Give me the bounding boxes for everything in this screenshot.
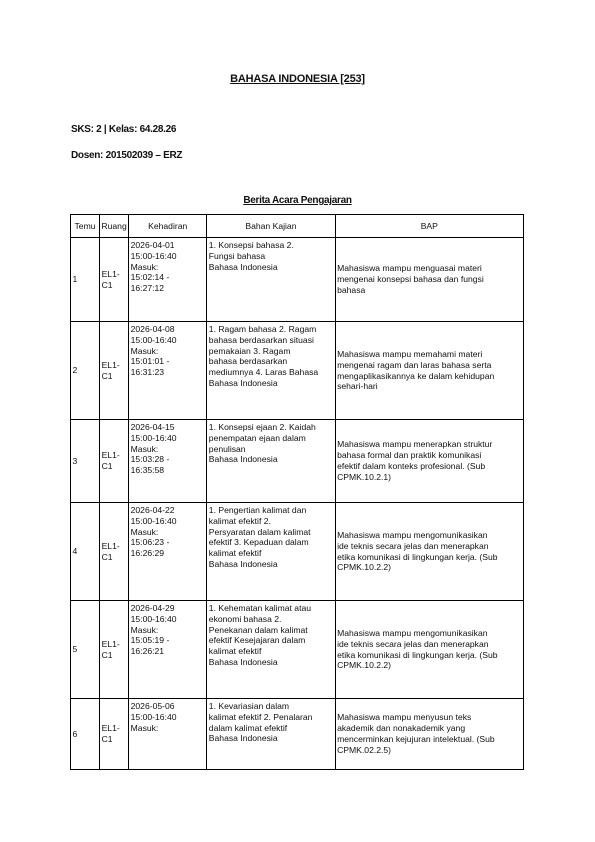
cell-bap [335,322,523,420]
header-bahan-kajian: Bahan Kajian [207,215,335,238]
kehadiran-line: 15:00-16:40 [130,515,177,526]
kehadiran-line: 15:00-16:40 [130,250,177,261]
bap-line: ide teknis secara jelas dan menerapkan [337,540,489,551]
bap-line: Mahasiswa mampu menyusun teks [337,712,472,723]
bahan-kajian-line: mediumnya 4. Laras Bahasa [208,367,319,378]
kehadiran-line: 15:00-16:40 [130,334,177,345]
kehadiran-line: 2026-05-06 [130,701,175,711]
cell-bap [335,503,523,601]
table-header-row [71,215,524,238]
table-row [71,503,524,601]
bahan-kajian-line: kalimat efektif 2. Penalaran [208,711,313,722]
cell-ruang: EL1-C1 [100,503,129,601]
cell-bap [335,601,523,699]
cell-bahan-kajian [207,420,335,503]
kehadiran-line: 16:26:21 [130,646,165,657]
kehadiran-line: 16:35:58 [130,465,165,476]
kehadiran-line: 15:05:19 - [130,635,170,646]
bahan-kajian-line: 1. Pengertian kalimat dan [208,505,307,515]
cell-bap [335,238,523,322]
cell-ruang: EL1-C1 [100,601,129,699]
cell-kehadiran [129,601,207,699]
cell-temu: 3 [71,420,100,503]
header-temu: Temu [71,215,100,238]
bahan-kajian-line: kalimat efektif 2. [208,515,271,526]
bahan-kajian-line: efektif Kesejajaran dalam [208,635,306,646]
bap-line: efektif dalam konteks profesional. (Sub [337,461,486,471]
cell-temu: 2 [71,322,100,420]
bahan-kajian-line: Bahasa Indonesia [208,261,278,272]
cell-kehadiran [129,322,207,420]
bahan-kajian-line: 1. Kehematan kalimat atau [208,603,312,613]
bap-line: etika komunikasi di lingkungan kerja. (Sub [337,649,498,660]
bap-line: CPMK.10.2.2) [337,660,392,671]
kehadiran-line: 2026-04-01 [130,240,175,250]
sks-kelas-line: SKS: 2 | Kelas: 64.28.26 [71,124,177,135]
header-bap: BAP [335,215,523,238]
kehadiran-line: 15:01:01 - [130,356,170,367]
bahan-kajian-line: 1. Konsepsi ejaan 2. Kaidah [208,422,316,432]
header-ruang: Ruang [100,215,129,238]
bahan-kajian-line: 1. Ragam bahasa 2. Ragam [208,324,317,334]
cell-bahan-kajian [207,503,335,601]
table-title: Berita Acara Pengajaran [243,195,352,206]
cell-kehadiran [129,420,207,503]
kehadiran-line: Masuk: [130,345,159,356]
cell-kehadiran [129,503,207,601]
kehadiran-line: Masuk: [130,526,159,537]
dosen-line: Dosen: 201502039 – ERZ [71,150,183,161]
table-row [71,238,524,322]
cell-bahan-kajian [207,699,335,770]
bahan-kajian-line: bahasa berdasarkan [208,356,288,367]
kehadiran-line: Masuk: [130,261,159,272]
bahan-kajian-line: Penekanan dalam kalimat [208,624,308,635]
kehadiran-line: 2026-04-15 [130,422,175,432]
bap-line: Mahasiswa mampu menerapkan struktur [337,439,493,450]
cell-kehadiran [129,699,207,770]
cell-temu: 4 [71,503,100,601]
bap-line: akademik dan nonakademik yang [337,723,466,734]
cell-ruang: EL1-C1 [100,238,129,322]
bap-line: Mahasiswa mampu memahami materi [337,348,483,359]
cell-ruang: EL1-C1 [100,322,129,420]
cell-bahan-kajian [207,322,335,420]
table-row [71,699,524,770]
bahan-kajian-line: penulisan [208,443,246,454]
kehadiran-line: 15:00-16:40 [130,613,177,624]
kehadiran-line: 2026-04-22 [130,505,175,515]
kehadiran-line: 16:27:12 [130,283,165,294]
kehadiran-line: 2026-04-29 [130,603,175,613]
cell-bahan-kajian [207,601,335,699]
cell-temu: 6 [71,699,100,770]
bap-line: Mahasiswa mampu menguasai materi [337,263,482,274]
table-row [71,322,524,420]
cell-ruang: EL1-C1 [100,420,129,503]
bahan-kajian-line: pemakaian 3. Ragam [208,345,291,356]
bahan-kajian-line: penempatan ejaan dalam [208,432,306,443]
course-title: BAHASA INDONESIA [253] [230,73,365,85]
bahan-kajian-line: Persyaratan dalam kalimat [208,526,311,537]
bahan-kajian-line: kalimat efektif [208,548,262,559]
bap-line: etika komunikasi di lingkungan kerja. (Sub [337,551,498,562]
bahan-kajian-line: bahasa berdasarkan situasi [208,334,314,345]
bap-line: ide teknis secara jelas dan menerapkan [337,638,489,649]
bap-line: sehari-hari [337,381,378,392]
bap-line: CPMK.02.2.5) [337,744,392,755]
cell-ruang: EL1-C1 [100,699,129,770]
table-row [71,420,524,503]
bap-line: CPMK.10.2.2) [337,562,392,573]
bap-line: bahasa formal dan praktik komunikasi [337,450,482,461]
bahan-kajian-line: Bahasa Indonesia [208,656,278,667]
kehadiran-line: 15:06:23 - [130,537,170,548]
bahan-kajian-line: Bahasa Indonesia [208,454,278,465]
bahan-kajian-line: Bahasa Indonesia [208,733,278,744]
bahan-kajian-line: Bahasa Indonesia [208,558,278,569]
kehadiran-line: Masuk: [130,722,159,733]
cell-bap [335,420,523,503]
cell-bap [335,699,523,770]
bahan-kajian-line: 1. Konsepsi bahasa 2. [208,240,294,250]
kehadiran-line: 16:31:23 [130,367,165,378]
bap-line: Mahasiswa mampu mengomunikasikan [337,627,488,638]
table-row [71,601,524,699]
kehadiran-line: 2026-04-08 [130,324,175,334]
bap-line: bahasa [337,284,366,295]
kehadiran-line: 15:03:28 - [130,454,170,465]
berita-acara-table [70,214,524,770]
kehadiran-line: Masuk: [130,443,159,454]
bahan-kajian-line: 1. Kevariasian dalam [208,701,290,711]
cell-kehadiran [129,238,207,322]
bahan-kajian-line: dalam kalimat efektif [208,722,288,733]
bahan-kajian-line: ekonomi bahasa 2. [208,613,282,624]
bahan-kajian-line: Fungsi bahasa [208,250,266,261]
bahan-kajian-line: kalimat efektif [208,646,262,657]
bahan-kajian-line: efektif 3. Kepaduan dalam [208,537,309,548]
bap-line: mencerminkan kejujuran intelektual. (Sub [337,734,495,744]
cell-temu: 1 [71,238,100,322]
kehadiran-line: 15:00-16:40 [130,711,177,722]
kehadiran-line: 16:26:29 [130,548,165,559]
cell-bahan-kajian [207,238,335,322]
kehadiran-line: 15:02:14 - [130,272,170,283]
bap-line: mengenai konsepsi bahasa dan fungsi [337,274,484,285]
cell-temu: 5 [71,601,100,699]
bahan-kajian-line: Bahasa Indonesia [208,377,278,388]
bap-line: CPMK.10.2.1) [337,471,392,482]
kehadiran-line: 15:00-16:40 [130,432,177,443]
kehadiran-line: Masuk: [130,624,159,635]
bap-line: Mahasiswa mampu mengomunikasikan [337,529,488,540]
bap-line: mengaplikasikannya ke dalam kehidupan [337,370,495,381]
header-kehadiran: Kehadiran [129,215,207,238]
bap-line: mengenai ragam dan laras bahasa serta [337,359,492,370]
